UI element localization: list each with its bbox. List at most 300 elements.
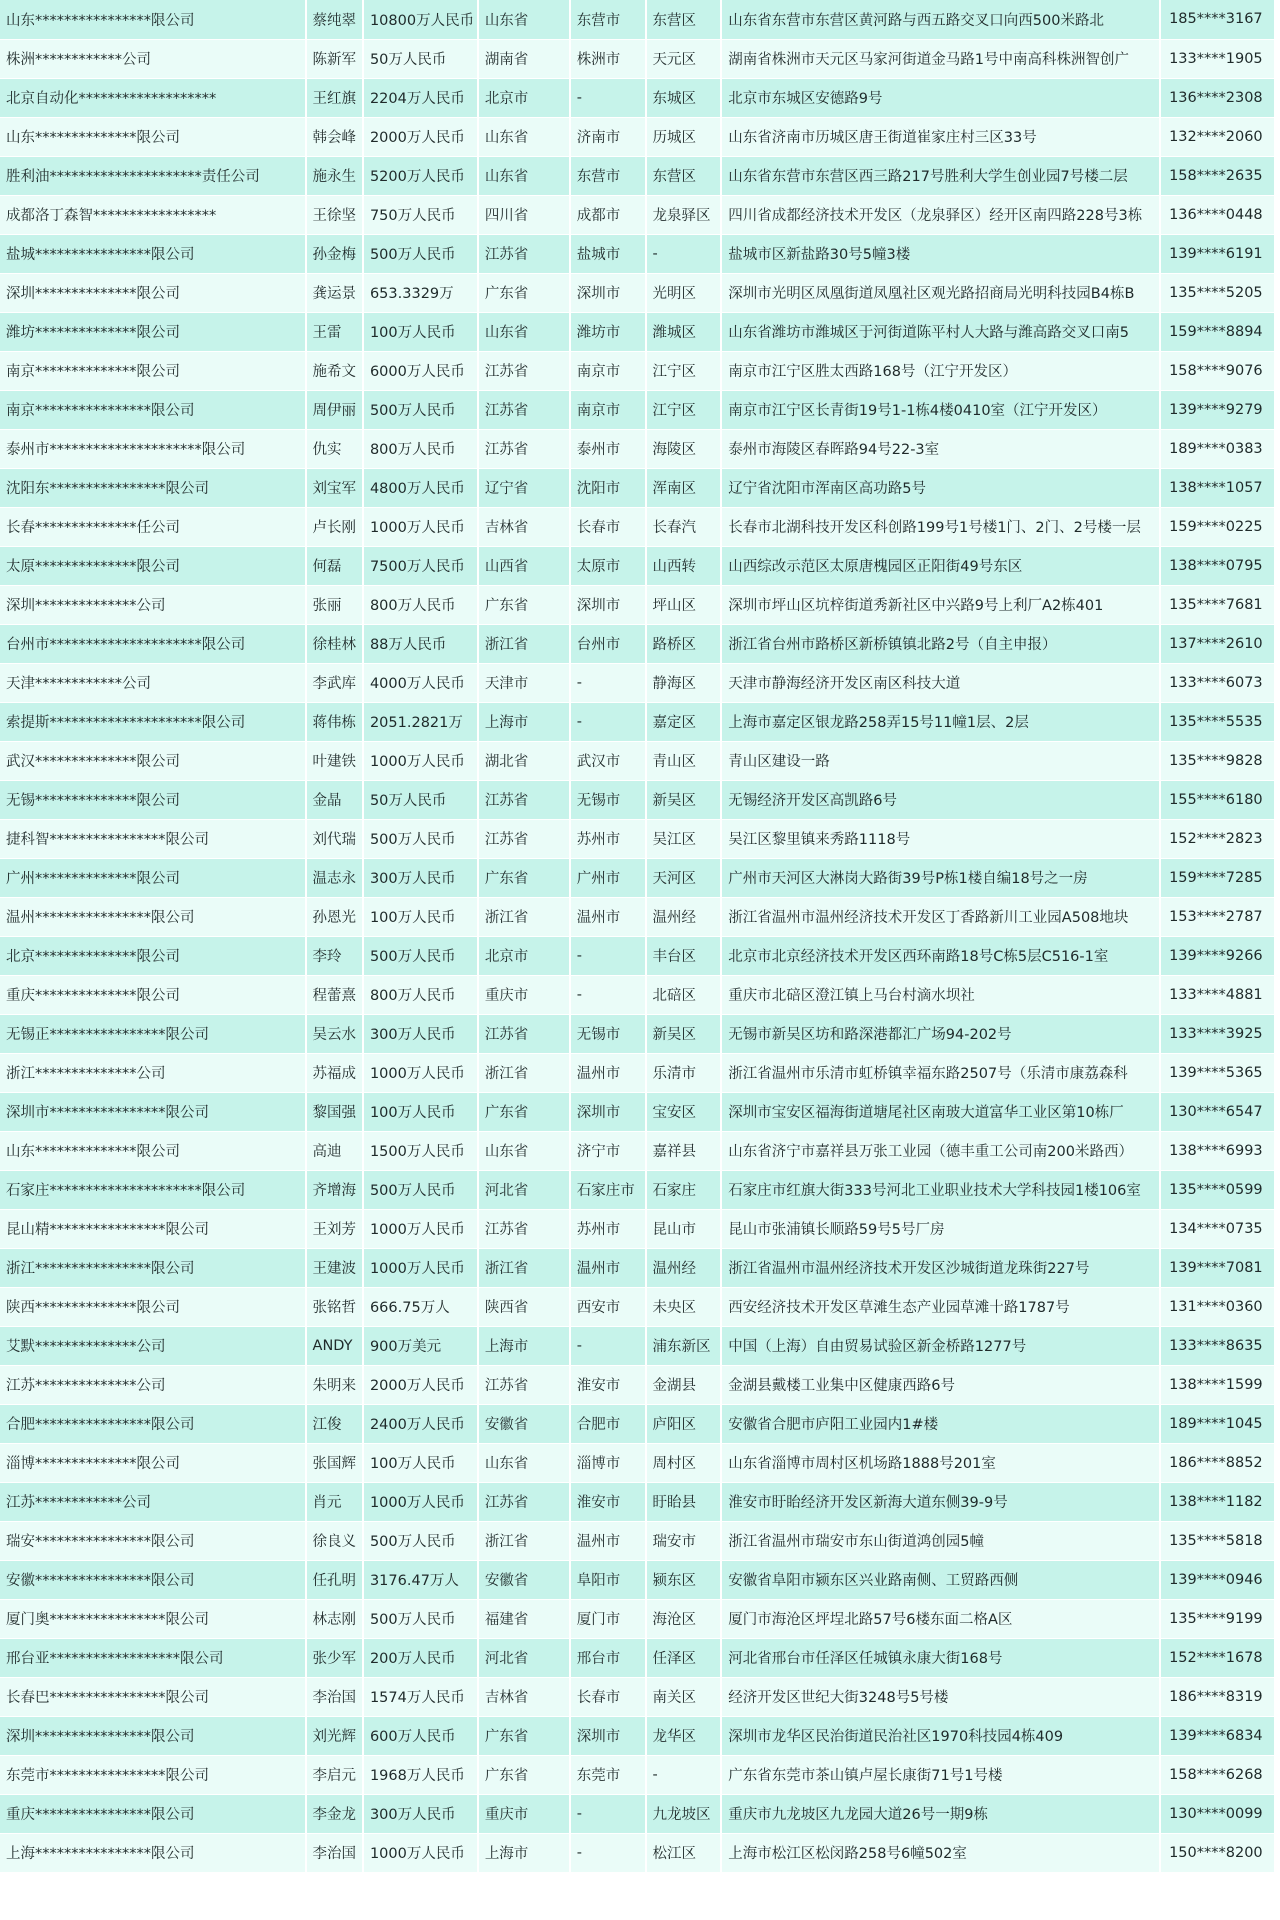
phone-cell: 139****0946 (1160, 1560, 1275, 1599)
registered-capital-cell: 1000万人民币 (363, 507, 478, 546)
phone-cell: 159****0225 (1160, 507, 1275, 546)
province-cell: 北京市 (478, 78, 570, 117)
city-cell: 东营市 (570, 156, 646, 195)
city-cell: 厦门市 (570, 1599, 646, 1638)
legal-rep-cell: 刘宝军 (306, 468, 363, 507)
city-cell: 阜阳市 (570, 1560, 646, 1599)
legal-rep-cell: 齐增海 (306, 1170, 363, 1209)
legal-rep-cell: 刘代瑞 (306, 819, 363, 858)
registered-capital-cell: 500万人民币 (363, 390, 478, 429)
address-cell: 南京市江宁区长青街19号1-1栋4楼0410室（江宁开发区） (721, 390, 1160, 429)
phone-cell: 135****9199 (1160, 1599, 1275, 1638)
registered-capital-cell: 800万人民币 (363, 585, 478, 624)
address-cell: 山东省济南市历城区唐王街道崔家庄村三区33号 (721, 117, 1160, 156)
legal-rep-cell: 孙恩光 (306, 897, 363, 936)
phone-cell: 139****9279 (1160, 390, 1275, 429)
phone-cell: 137****2610 (1160, 624, 1275, 663)
company-name-cell: 深圳**************限公司 (0, 273, 306, 312)
company-name-cell: 株洲************公司 (0, 39, 306, 78)
city-cell: 南京市 (570, 390, 646, 429)
company-name-cell: 无锡正****************限公司 (0, 1014, 306, 1053)
company-name-cell: 昆山精****************限公司 (0, 1209, 306, 1248)
table-row (0, 624, 1275, 663)
table-row (0, 741, 1275, 780)
phone-cell: 139****7081 (1160, 1248, 1275, 1287)
registered-capital-cell: 500万人民币 (363, 819, 478, 858)
phone-cell: 189****1045 (1160, 1404, 1275, 1443)
table-row (0, 936, 1275, 975)
legal-rep-cell: 龚运景 (306, 273, 363, 312)
address-cell: 北京市东城区安德路9号 (721, 78, 1160, 117)
company-name-cell: 山东****************限公司 (0, 0, 306, 39)
legal-rep-cell: 何磊 (306, 546, 363, 585)
district-cell: 庐阳区 (646, 1404, 722, 1443)
address-cell: 深圳市光明区凤凰街道凤凰社区观光路招商局光明科技园B4栋B (721, 273, 1160, 312)
phone-cell: 159****7285 (1160, 858, 1275, 897)
address-cell: 金湖县戴楼工业集中区健康西路6号 (721, 1365, 1160, 1404)
address-cell: 天津市静海经济开发区南区科技大道 (721, 663, 1160, 702)
company-name-cell: 艾默**************公司 (0, 1326, 306, 1365)
legal-rep-cell: 朱明来 (306, 1365, 363, 1404)
city-cell: - (570, 663, 646, 702)
table-row (0, 1833, 1275, 1872)
district-cell: 昆山市 (646, 1209, 722, 1248)
registered-capital-cell: 2051.2821万 (363, 702, 478, 741)
legal-rep-cell: 徐良义 (306, 1521, 363, 1560)
district-cell: 新吴区 (646, 780, 722, 819)
table-row (0, 1755, 1275, 1794)
registered-capital-cell: 1968万人民币 (363, 1755, 478, 1794)
address-cell: 浙江省台州市路桥区新桥镇镇北路2号（自主申报） (721, 624, 1160, 663)
legal-rep-cell: 张国辉 (306, 1443, 363, 1482)
address-cell: 经济开发区世纪大街3248号5号楼 (721, 1677, 1160, 1716)
company-name-cell: 广州**************限公司 (0, 858, 306, 897)
province-cell: 浙江省 (478, 1248, 570, 1287)
province-cell: 上海市 (478, 702, 570, 741)
city-cell: 苏州市 (570, 819, 646, 858)
company-name-cell: 索提斯*********************限公司 (0, 702, 306, 741)
province-cell: 山东省 (478, 312, 570, 351)
registered-capital-cell: 7500万人民币 (363, 546, 478, 585)
province-cell: 江苏省 (478, 1482, 570, 1521)
legal-rep-cell: 张铭哲 (306, 1287, 363, 1326)
district-cell: 吴江区 (646, 819, 722, 858)
district-cell: 乐清市 (646, 1053, 722, 1092)
province-cell: 浙江省 (478, 624, 570, 663)
company-name-cell: 深圳****************限公司 (0, 1716, 306, 1755)
phone-cell: 185****3167 (1160, 0, 1275, 39)
city-cell: 深圳市 (570, 273, 646, 312)
phone-cell: 133****3925 (1160, 1014, 1275, 1053)
legal-rep-cell: 林志刚 (306, 1599, 363, 1638)
address-cell: 重庆市北碚区澄江镇上马台村滴水坝社 (721, 975, 1160, 1014)
company-name-cell: 太原**************限公司 (0, 546, 306, 585)
address-cell: 山东省潍坊市潍城区于河街道陈平村人大路与潍高路交叉口南5 (721, 312, 1160, 351)
province-cell: 山东省 (478, 0, 570, 39)
registered-capital-cell: 1574万人民币 (363, 1677, 478, 1716)
company-name-cell: 温州****************限公司 (0, 897, 306, 936)
company-name-cell: 北京**************限公司 (0, 936, 306, 975)
legal-rep-cell: 施永生 (306, 156, 363, 195)
city-cell: 合肥市 (570, 1404, 646, 1443)
legal-rep-cell: 王建波 (306, 1248, 363, 1287)
province-cell: 广东省 (478, 1092, 570, 1131)
legal-rep-cell: 周伊丽 (306, 390, 363, 429)
table-row (0, 780, 1275, 819)
company-name-cell: 合肥****************限公司 (0, 1404, 306, 1443)
district-cell: 嘉定区 (646, 702, 722, 741)
registered-capital-cell: 800万人民币 (363, 429, 478, 468)
registered-capital-cell: 500万人民币 (363, 1170, 478, 1209)
city-cell: 沈阳市 (570, 468, 646, 507)
city-cell: 济南市 (570, 117, 646, 156)
address-cell: 浙江省温州市温州经济技术开发区丁香路新川工业园A508地块 (721, 897, 1160, 936)
city-cell: 济宁市 (570, 1131, 646, 1170)
city-cell: 温州市 (570, 1521, 646, 1560)
province-cell: 河北省 (478, 1170, 570, 1209)
city-cell: 淮安市 (570, 1482, 646, 1521)
province-cell: 湖南省 (478, 39, 570, 78)
city-cell: 成都市 (570, 195, 646, 234)
company-name-cell: 江苏************公司 (0, 1482, 306, 1521)
province-cell: 江苏省 (478, 780, 570, 819)
province-cell: 广东省 (478, 1755, 570, 1794)
phone-cell: 135****7681 (1160, 585, 1275, 624)
address-cell: 湖南省株洲市天元区马家河街道金马路1号中南高科株洲智创广 (721, 39, 1160, 78)
province-cell: 广东省 (478, 585, 570, 624)
district-cell: 温州经 (646, 1248, 722, 1287)
table-row (0, 429, 1275, 468)
phone-cell: 133****6073 (1160, 663, 1275, 702)
legal-rep-cell: 蒋伟栋 (306, 702, 363, 741)
district-cell: 周村区 (646, 1443, 722, 1482)
table-row (0, 702, 1275, 741)
legal-rep-cell: 王红旗 (306, 78, 363, 117)
address-cell: 山东省济宁市嘉祥县万张工业园（德丰重工公司南200米路西） (721, 1131, 1160, 1170)
city-cell: - (570, 702, 646, 741)
company-name-cell: 成都洛丁森智***************** (0, 195, 306, 234)
province-cell: 山东省 (478, 156, 570, 195)
province-cell: 北京市 (478, 936, 570, 975)
province-cell: 吉林省 (478, 1677, 570, 1716)
district-cell: 青山区 (646, 741, 722, 780)
city-cell: 武汉市 (570, 741, 646, 780)
district-cell: - (646, 234, 722, 273)
registered-capital-cell: 5200万人民币 (363, 156, 478, 195)
district-cell: 历城区 (646, 117, 722, 156)
district-cell: 未央区 (646, 1287, 722, 1326)
phone-cell: 139****6191 (1160, 234, 1275, 273)
legal-rep-cell: ANDY (306, 1326, 363, 1365)
company-name-cell: 深圳市****************限公司 (0, 1092, 306, 1131)
phone-cell: 133****8635 (1160, 1326, 1275, 1365)
province-cell: 广东省 (478, 1716, 570, 1755)
table-row (0, 78, 1275, 117)
district-cell: 东营区 (646, 0, 722, 39)
registered-capital-cell: 100万人民币 (363, 312, 478, 351)
table-row (0, 663, 1275, 702)
registered-capital-cell: 1500万人民币 (363, 1131, 478, 1170)
legal-rep-cell: 张丽 (306, 585, 363, 624)
address-cell: 吴江区黎里镇来秀路1118号 (721, 819, 1160, 858)
city-cell: 东莞市 (570, 1755, 646, 1794)
address-cell: 上海市松江区松闵路258号6幢502室 (721, 1833, 1160, 1872)
registered-capital-cell: 50万人民币 (363, 780, 478, 819)
district-cell: 北碚区 (646, 975, 722, 1014)
registered-capital-cell: 500万人民币 (363, 234, 478, 273)
table-row (0, 1404, 1275, 1443)
phone-cell: 138****6993 (1160, 1131, 1275, 1170)
table-row (0, 1638, 1275, 1677)
address-cell: 安徽省合肥市庐阳工业园内1#楼 (721, 1404, 1160, 1443)
legal-rep-cell: 金晶 (306, 780, 363, 819)
legal-rep-cell: 李治国 (306, 1677, 363, 1716)
company-name-cell: 重庆**************限公司 (0, 975, 306, 1014)
city-cell: 温州市 (570, 897, 646, 936)
registered-capital-cell: 200万人民币 (363, 1638, 478, 1677)
table-row (0, 1170, 1275, 1209)
registered-capital-cell: 500万人民币 (363, 1521, 478, 1560)
phone-cell: 135****5535 (1160, 702, 1275, 741)
legal-rep-cell: 施希文 (306, 351, 363, 390)
legal-rep-cell: 叶建铁 (306, 741, 363, 780)
address-cell: 广东省东莞市茶山镇卢屋长康街71号1号楼 (721, 1755, 1160, 1794)
legal-rep-cell: 李武库 (306, 663, 363, 702)
company-name-cell: 泰州市*********************限公司 (0, 429, 306, 468)
phone-cell: 135****5205 (1160, 273, 1275, 312)
address-cell: 浙江省温州市瑞安市东山街道鸿创园5幢 (721, 1521, 1160, 1560)
registered-capital-cell: 10800万人民币 (363, 0, 478, 39)
district-cell: 九龙坡区 (646, 1794, 722, 1833)
district-cell: 江宁区 (646, 351, 722, 390)
district-cell: 天河区 (646, 858, 722, 897)
legal-rep-cell: 刘光辉 (306, 1716, 363, 1755)
phone-cell: 186****8319 (1160, 1677, 1275, 1716)
legal-rep-cell: 蔡纯翠 (306, 0, 363, 39)
legal-rep-cell: 江俊 (306, 1404, 363, 1443)
city-cell: 太原市 (570, 546, 646, 585)
table-row (0, 1053, 1275, 1092)
city-cell: - (570, 936, 646, 975)
company-name-cell: 石家庄*********************限公司 (0, 1170, 306, 1209)
phone-cell: 133****1905 (1160, 39, 1275, 78)
company-name-cell: 长春**************任公司 (0, 507, 306, 546)
province-cell: 河北省 (478, 1638, 570, 1677)
city-cell: 广州市 (570, 858, 646, 897)
address-cell: 深圳市坪山区坑梓街道秀新社区中兴路9号上利厂A2栋401 (721, 585, 1160, 624)
province-cell: 天津市 (478, 663, 570, 702)
address-cell: 浙江省温州市温州经济技术开发区沙城街道龙珠街227号 (721, 1248, 1160, 1287)
table-row (0, 1599, 1275, 1638)
registered-capital-cell: 300万人民币 (363, 858, 478, 897)
address-cell: 无锡市新吴区坊和路深港都汇广场94-202号 (721, 1014, 1160, 1053)
registered-capital-cell: 750万人民币 (363, 195, 478, 234)
legal-rep-cell: 王雷 (306, 312, 363, 351)
province-cell: 山西省 (478, 546, 570, 585)
registered-capital-cell: 4000万人民币 (363, 663, 478, 702)
province-cell: 江苏省 (478, 429, 570, 468)
address-cell: 盐城市区新盐路30号5幢3楼 (721, 234, 1160, 273)
registered-capital-cell: 88万人民币 (363, 624, 478, 663)
registered-capital-cell: 800万人民币 (363, 975, 478, 1014)
legal-rep-cell: 仇实 (306, 429, 363, 468)
table-row (0, 312, 1275, 351)
company-name-cell: 南京**************限公司 (0, 351, 306, 390)
legal-rep-cell: 任孔明 (306, 1560, 363, 1599)
legal-rep-cell: 孙金梅 (306, 234, 363, 273)
district-cell: 天元区 (646, 39, 722, 78)
city-cell: 株洲市 (570, 39, 646, 78)
district-cell: 光明区 (646, 273, 722, 312)
company-name-cell: 浙江**************公司 (0, 1053, 306, 1092)
district-cell: 海陵区 (646, 429, 722, 468)
company-name-cell: 深圳**************公司 (0, 585, 306, 624)
province-cell: 安徽省 (478, 1560, 570, 1599)
district-cell: 山西转 (646, 546, 722, 585)
city-cell: 深圳市 (570, 585, 646, 624)
legal-rep-cell: 李金龙 (306, 1794, 363, 1833)
table-row (0, 1482, 1275, 1521)
table-row (0, 546, 1275, 585)
province-cell: 辽宁省 (478, 468, 570, 507)
district-cell: 金湖县 (646, 1365, 722, 1404)
registered-capital-cell: 1000万人民币 (363, 741, 478, 780)
company-name-cell: 厦门奥****************限公司 (0, 1599, 306, 1638)
table-row (0, 0, 1275, 39)
province-cell: 四川省 (478, 195, 570, 234)
address-cell: 厦门市海沧区坪埕北路57号6楼东面二格A区 (721, 1599, 1160, 1638)
company-name-cell: 山东**************限公司 (0, 1131, 306, 1170)
legal-rep-cell: 黎国强 (306, 1092, 363, 1131)
phone-cell: 158****6268 (1160, 1755, 1275, 1794)
district-cell: 静海区 (646, 663, 722, 702)
legal-rep-cell: 李治国 (306, 1833, 363, 1872)
registered-capital-cell: 300万人民币 (363, 1014, 478, 1053)
province-cell: 江苏省 (478, 234, 570, 273)
legal-rep-cell: 李启元 (306, 1755, 363, 1794)
city-cell: 温州市 (570, 1053, 646, 1092)
registered-capital-cell: 2400万人民币 (363, 1404, 478, 1443)
phone-cell: 186****8852 (1160, 1443, 1275, 1482)
registered-capital-cell: 600万人民币 (363, 1716, 478, 1755)
district-cell: 松江区 (646, 1833, 722, 1872)
table-row (0, 819, 1275, 858)
registered-capital-cell: 2000万人民币 (363, 1365, 478, 1404)
phone-cell: 152****1678 (1160, 1638, 1275, 1677)
province-cell: 湖北省 (478, 741, 570, 780)
table-row (0, 1248, 1275, 1287)
district-cell: 嘉祥县 (646, 1131, 722, 1170)
table-row (0, 39, 1275, 78)
city-cell: 淮安市 (570, 1365, 646, 1404)
address-cell: 重庆市九龙坡区九龙园大道26号一期9栋 (721, 1794, 1160, 1833)
province-cell: 浙江省 (478, 1521, 570, 1560)
table-row (0, 975, 1275, 1014)
city-cell: 无锡市 (570, 1014, 646, 1053)
phone-cell: 131****0360 (1160, 1287, 1275, 1326)
address-cell: 深圳市龙华区民治街道民治社区1970科技园4栋409 (721, 1716, 1160, 1755)
city-cell: 深圳市 (570, 1092, 646, 1131)
district-cell: 颍东区 (646, 1560, 722, 1599)
phone-cell: 130****6547 (1160, 1092, 1275, 1131)
company-name-cell: 南京****************限公司 (0, 390, 306, 429)
address-cell: 昆山市张浦镇长顺路59号5号厂房 (721, 1209, 1160, 1248)
phone-cell: 138****0795 (1160, 546, 1275, 585)
legal-rep-cell: 吴云水 (306, 1014, 363, 1053)
table-row (0, 1560, 1275, 1599)
company-name-cell: 长春巴****************限公司 (0, 1677, 306, 1716)
province-cell: 吉林省 (478, 507, 570, 546)
district-cell: 江宁区 (646, 390, 722, 429)
phone-cell: 150****8200 (1160, 1833, 1275, 1872)
legal-rep-cell: 温志永 (306, 858, 363, 897)
table-row (0, 1287, 1275, 1326)
registered-capital-cell: 500万人民币 (363, 1599, 478, 1638)
province-cell: 江苏省 (478, 819, 570, 858)
company-name-cell: 上海****************限公司 (0, 1833, 306, 1872)
legal-rep-cell: 高迪 (306, 1131, 363, 1170)
address-cell: 广州市天河区大淋岗大路街39号P栋1楼自编18号之一房 (721, 858, 1160, 897)
city-cell: 长春市 (570, 1677, 646, 1716)
phone-cell: 135****9828 (1160, 741, 1275, 780)
city-cell: 泰州市 (570, 429, 646, 468)
address-cell: 深圳市宝安区福海街道塘尾社区南玻大道富华工业区第10栋厂 (721, 1092, 1160, 1131)
table-row (0, 585, 1275, 624)
city-cell: 深圳市 (570, 1716, 646, 1755)
phone-cell: 189****0383 (1160, 429, 1275, 468)
legal-rep-cell: 李玲 (306, 936, 363, 975)
registered-capital-cell: 1000万人民币 (363, 1053, 478, 1092)
phone-cell: 155****6180 (1160, 780, 1275, 819)
address-cell: 石家庄市红旗大街333号河北工业职业技术大学科技园1楼106室 (721, 1170, 1160, 1209)
table-row (0, 195, 1275, 234)
table-row (0, 351, 1275, 390)
phone-cell: 133****4881 (1160, 975, 1275, 1014)
legal-rep-cell: 韩会峰 (306, 117, 363, 156)
city-cell: - (570, 1794, 646, 1833)
company-name-cell: 重庆****************限公司 (0, 1794, 306, 1833)
city-cell: - (570, 1833, 646, 1872)
province-cell: 陕西省 (478, 1287, 570, 1326)
table-row (0, 273, 1275, 312)
table-row (0, 1794, 1275, 1833)
registered-capital-cell: 100万人民币 (363, 1443, 478, 1482)
province-cell: 上海市 (478, 1833, 570, 1872)
address-cell: 淮安市盱眙经济开发区新海大道东侧39-9号 (721, 1482, 1160, 1521)
table-row (0, 1014, 1275, 1053)
address-cell: 辽宁省沈阳市浑南区高功路5号 (721, 468, 1160, 507)
city-cell: 南京市 (570, 351, 646, 390)
table-row (0, 1365, 1275, 1404)
company-name-cell: 捷科智****************限公司 (0, 819, 306, 858)
table-row (0, 234, 1275, 273)
phone-cell: 158****9076 (1160, 351, 1275, 390)
city-cell: 淄博市 (570, 1443, 646, 1482)
registered-capital-cell: 2204万人民币 (363, 78, 478, 117)
district-cell: 潍城区 (646, 312, 722, 351)
company-name-cell: 安徽****************限公司 (0, 1560, 306, 1599)
registered-capital-cell: 100万人民币 (363, 897, 478, 936)
table-row (0, 1326, 1275, 1365)
company-name-cell: 东莞市****************限公司 (0, 1755, 306, 1794)
district-cell: 石家庄 (646, 1170, 722, 1209)
phone-cell: 135****5818 (1160, 1521, 1275, 1560)
company-name-cell: 沈阳东****************限公司 (0, 468, 306, 507)
phone-cell: 152****2823 (1160, 819, 1275, 858)
province-cell: 广东省 (478, 273, 570, 312)
phone-cell: 159****8894 (1160, 312, 1275, 351)
district-cell: 海沧区 (646, 1599, 722, 1638)
